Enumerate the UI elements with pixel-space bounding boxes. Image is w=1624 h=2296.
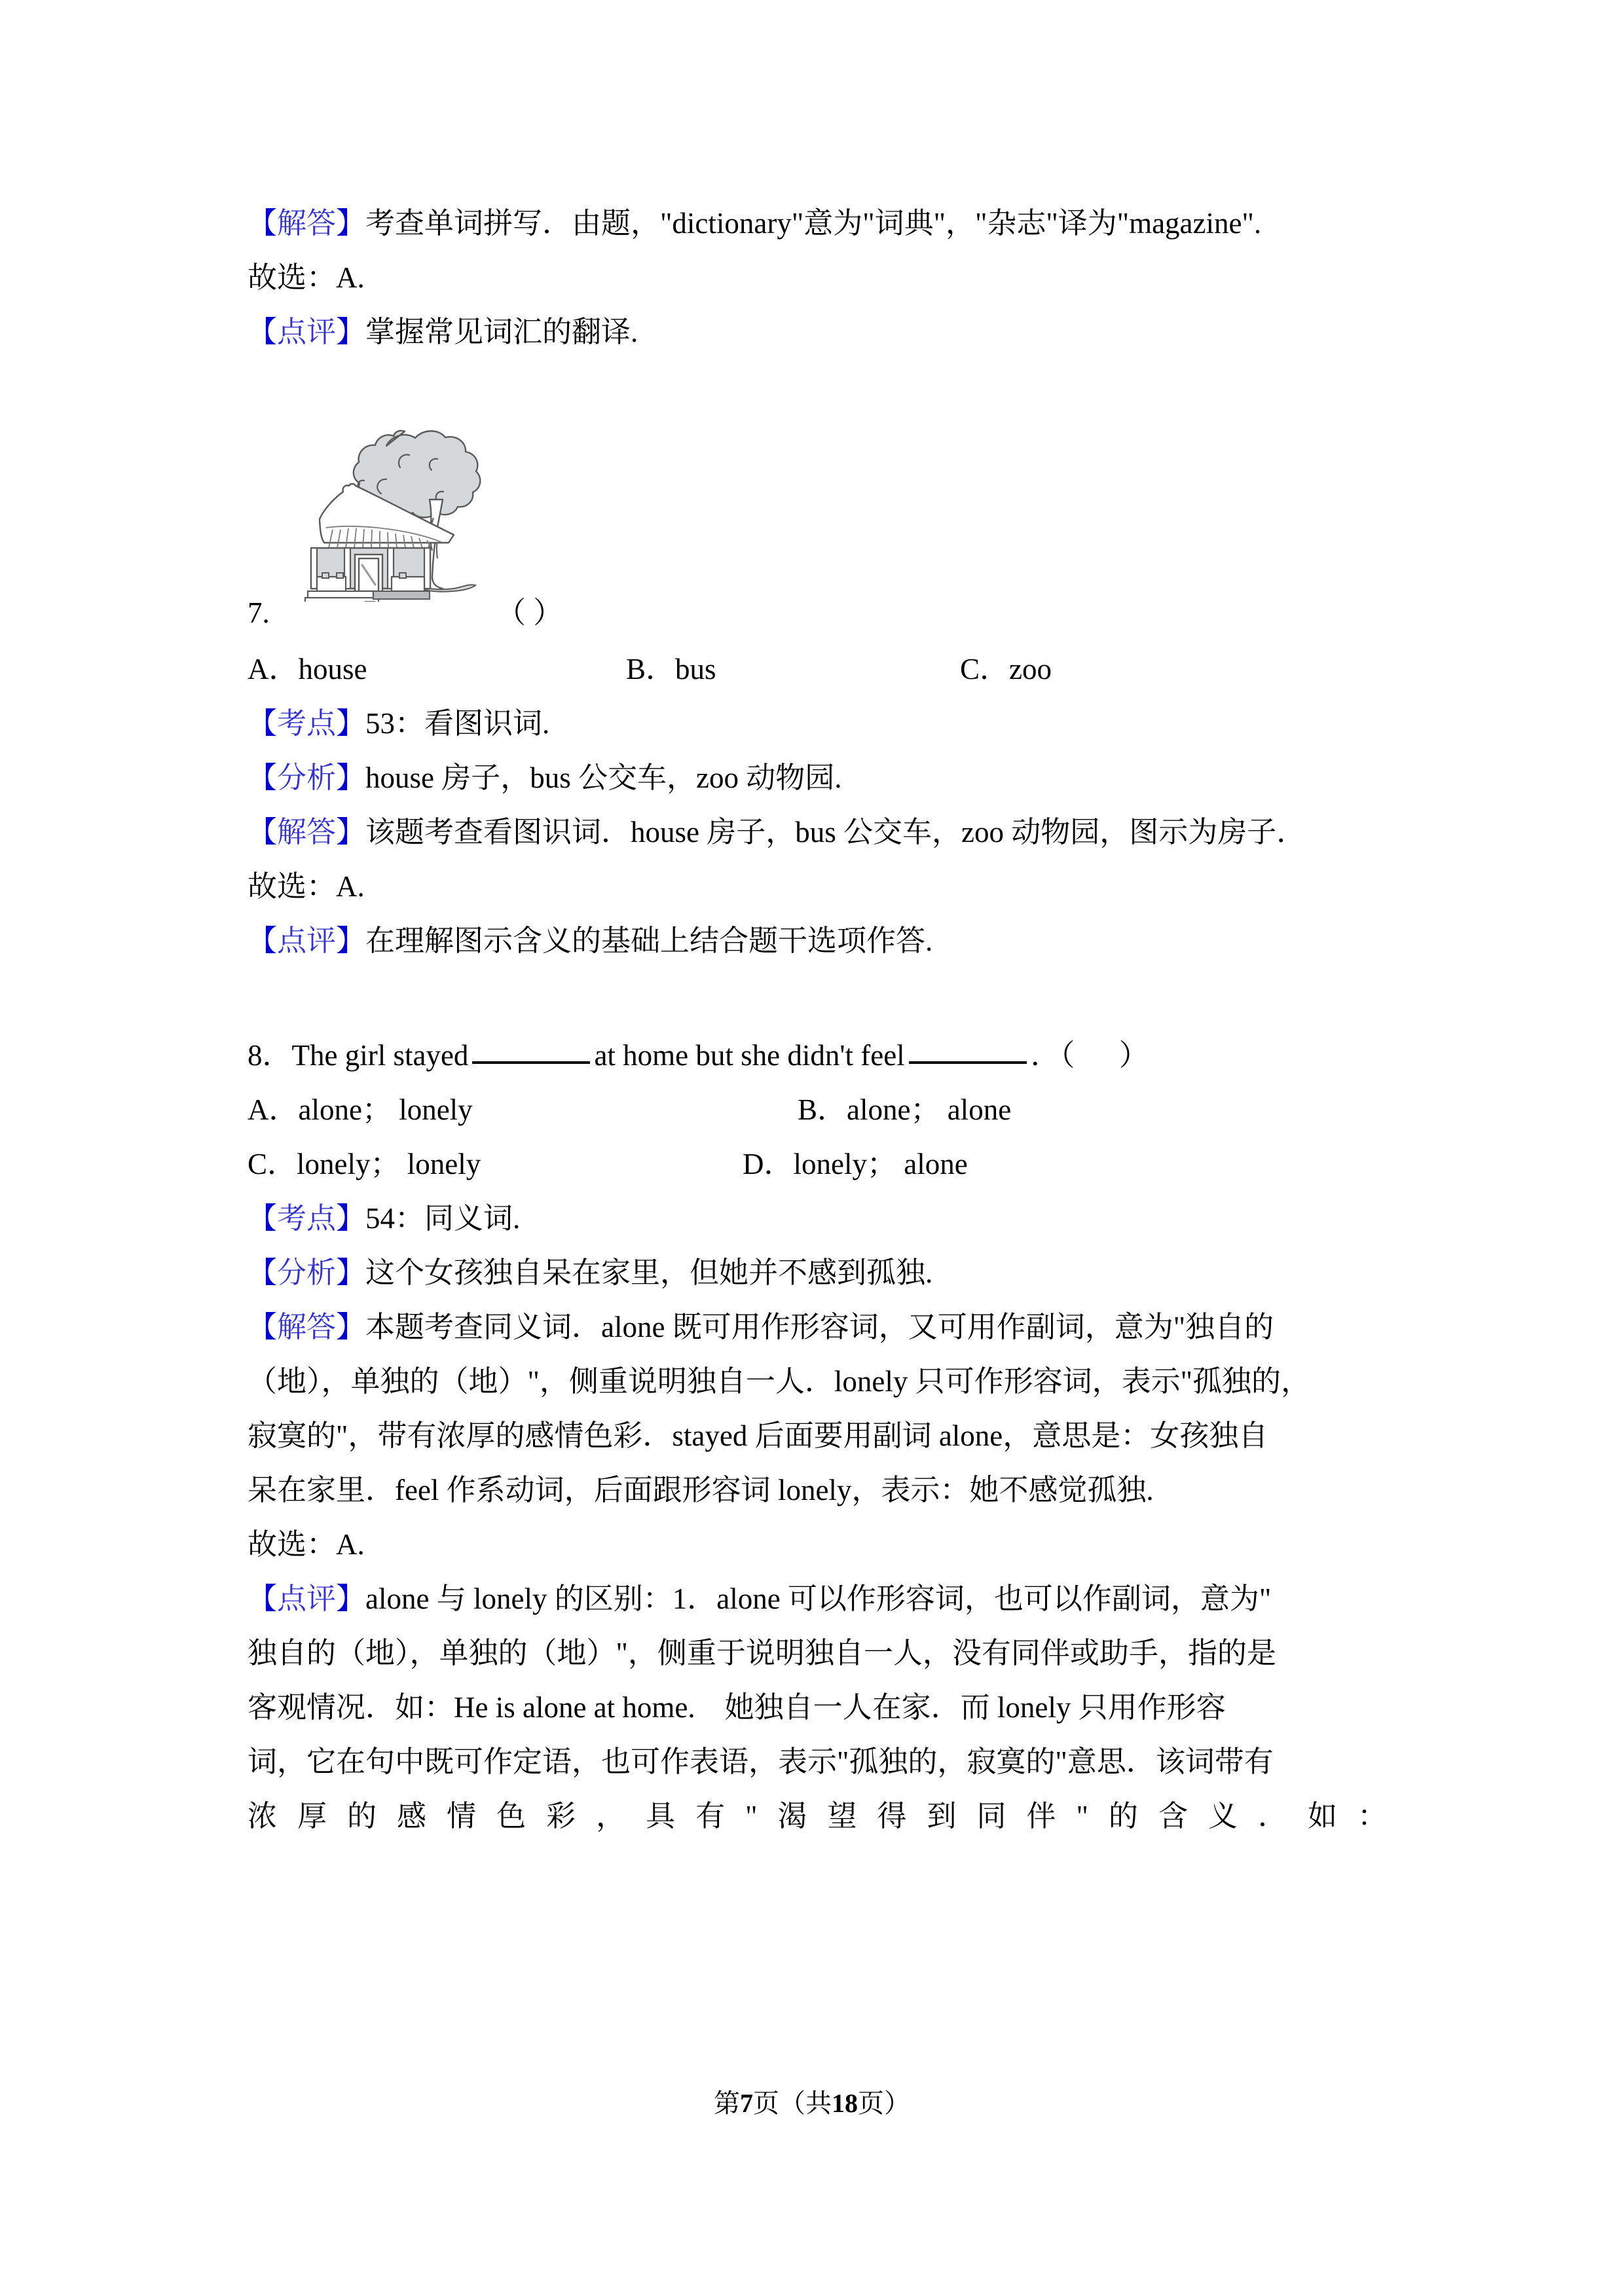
kaodian-label-text: 考点	[277, 707, 337, 740]
jieda-label-text: 解答	[277, 1311, 337, 1343]
q8-option-d[interactable]: D．lonely； alone	[743, 1148, 968, 1180]
bracket-close-icon: 】	[336, 1202, 366, 1235]
q8-dianping-line-4: 词，它在句中既可作定语，也可作表语，表示"孤独的，寂寞的"意思．该词带有	[248, 1745, 1274, 1778]
bracket-close-icon: 】	[336, 816, 366, 848]
q8-dianping-line-2: 独自的（地），单独的（地）"，侧重于说明独自一人，没有同伴或助手，指的是	[248, 1637, 1276, 1669]
dianping-label-text: 点评	[277, 924, 337, 957]
q7-fenxi-text: house 房子，bus 公交车，zoo 动物园.	[365, 761, 842, 794]
footer-prefix: 第	[714, 2088, 740, 2118]
q8-dianping-line-5: 浓厚的感情色彩，具有"渴望得到同伴"的含义．如：	[248, 1800, 1387, 1832]
q6-jieda-text: 考查单词拼写．由题，"dictionary"意为"词典"，"杂志"译为"magazine".	[365, 207, 1262, 240]
q8-answer-line: 故选：A.	[248, 1528, 365, 1561]
fenxi-label-text: 分析	[277, 761, 337, 794]
section-gap	[248, 968, 1387, 1029]
footer-page-number: 7	[740, 2088, 753, 2118]
dianping-label	[248, 924, 365, 957]
bracket-open-icon: 【	[248, 707, 278, 740]
jieda-label-text: 解答	[277, 816, 337, 848]
page-content	[248, 196, 1387, 1844]
dianping-label-text: 点评	[277, 1582, 337, 1615]
q7-answer-paren: （ ）	[496, 596, 563, 629]
dianping-label	[248, 1582, 365, 1615]
page-footer	[0, 2085, 1624, 2122]
bracket-open-icon: 【	[248, 1582, 278, 1615]
q8-option-a[interactable]: A．alone； lonely	[248, 1093, 473, 1126]
q8-stem-line	[248, 1029, 1387, 1083]
q8-blank-2[interactable]	[909, 1061, 1027, 1064]
q7-illustration-block	[248, 420, 1387, 583]
q6-answer-line: 故选：A.	[248, 261, 365, 294]
footer-middle: 页（共	[753, 2088, 832, 2118]
bracket-open-icon: 【	[248, 761, 278, 794]
jieda-label	[248, 816, 365, 848]
fenxi-label	[248, 1256, 365, 1289]
house-with-tree-icon	[288, 420, 491, 602]
jieda-label	[248, 1311, 365, 1343]
q8-dianping-line-3: 客观情况．如：He is alone at home. 她独自一人在家．而 lonely 只用作形容	[248, 1691, 1226, 1724]
footer-suffix: 页）	[858, 2088, 910, 2118]
footer-total-pages: 18	[832, 2088, 858, 2118]
bracket-open-icon: 【	[248, 924, 278, 957]
dianping-label-text: 点评	[277, 316, 337, 348]
q8-option-c[interactable]: C．lonely； lonely	[248, 1148, 481, 1180]
q8-stem-part3: ．（ ）	[1030, 1039, 1149, 1072]
bracket-close-icon: 】	[336, 707, 366, 740]
q8-kaodian-line	[248, 1192, 1387, 1246]
section-gap	[248, 359, 1387, 420]
q8-kaodian-text: 54：同义词.	[365, 1202, 521, 1235]
jieda-label-text: 解答	[277, 207, 337, 240]
q7-kaodian-line	[248, 697, 1387, 751]
q8-blank-1[interactable]	[472, 1061, 590, 1064]
bracket-open-icon: 【	[248, 1311, 278, 1343]
q8-options-row-1	[248, 1083, 1387, 1137]
bracket-close-icon: 】	[336, 1582, 366, 1615]
jieda-label	[248, 207, 365, 240]
q8-options-row-2	[248, 1137, 1387, 1192]
q7-option-b[interactable]: B．bus	[626, 653, 716, 685]
q6-dianping-line	[248, 305, 1387, 359]
q6-dianping-text: 掌握常见词汇的翻译.	[365, 316, 638, 348]
q8-number: 8．	[248, 1039, 292, 1072]
q8-jieda-line-1	[248, 1300, 1387, 1355]
q7-option-a[interactable]: A．house	[248, 653, 367, 685]
q8-fenxi-text: 这个女孩独自呆在家里，但她并不感到孤独.	[365, 1256, 933, 1289]
bracket-open-icon: 【	[248, 1202, 278, 1235]
q7-stem-row	[248, 583, 1387, 642]
kaodian-label	[248, 1202, 365, 1235]
q8-jieda-line-4: 呆在家里．feel 作系动词，后面跟形容词 lonely，表示：她不感觉孤独.	[248, 1474, 1154, 1506]
q8-stem-part1: The girl stayed	[291, 1039, 469, 1072]
bracket-close-icon: 】	[336, 316, 366, 348]
bracket-close-icon: 】	[336, 761, 366, 794]
bracket-close-icon: 】	[336, 1311, 366, 1343]
bracket-close-icon: 】	[336, 1256, 366, 1289]
q7-kaodian-text: 53：看图识词.	[365, 707, 550, 740]
kaodian-label-text: 考点	[277, 1202, 337, 1235]
bracket-open-icon: 【	[248, 1256, 278, 1289]
kaodian-label	[248, 707, 365, 740]
q8-jieda-line-3: 寂寞的"，带有浓厚的感情色彩．stayed 后面要用副词 alone，意思是：女孩独自	[248, 1419, 1268, 1452]
fenxi-label	[248, 761, 365, 794]
bracket-close-icon: 】	[336, 207, 366, 240]
q8-stem-part2: at home but she didn't feel	[594, 1039, 905, 1072]
q8-dianping-text-1: alone 与 lonely 的区别：1．alone 可以作形容词，也可以作副词，意为"	[365, 1582, 1272, 1615]
q6-jieda-line	[248, 196, 1387, 251]
bracket-close-icon: 】	[336, 924, 366, 957]
q7-fenxi-line	[248, 751, 1387, 805]
q7-dianping-text: 在理解图示含义的基础上结合题干选项作答.	[365, 924, 933, 957]
dianping-label	[248, 316, 365, 348]
q7-jieda-line	[248, 805, 1387, 860]
q8-fenxi-line	[248, 1246, 1387, 1300]
q8-jieda-text-1: 本题考查同义词．alone 既可用作形容词，又可用作副词，意为"独自的	[365, 1311, 1274, 1343]
q7-dianping-line	[248, 914, 1387, 968]
q7-answer-line: 故选：A.	[248, 870, 365, 903]
q7-number: 7.	[248, 596, 270, 629]
fenxi-label-text: 分析	[277, 1256, 337, 1289]
q7-jieda-text: 该题考查看图识词．house 房子，bus 公交车，zoo 动物园，图示为房子．	[365, 816, 1306, 848]
q8-dianping-line-1	[248, 1572, 1387, 1626]
bracket-open-icon: 【	[248, 316, 278, 348]
q8-option-b[interactable]: B．alone； alone	[798, 1093, 1012, 1126]
q7-option-c[interactable]: C．zoo	[960, 653, 1052, 685]
q7-options-row	[248, 642, 1387, 697]
q8-jieda-line-2: （地），单独的（地）"，侧重说明独自一人．lonely 只可作形容词，表示"孤独的，	[248, 1365, 1310, 1398]
bracket-open-icon: 【	[248, 816, 278, 848]
bracket-open-icon: 【	[248, 207, 278, 240]
